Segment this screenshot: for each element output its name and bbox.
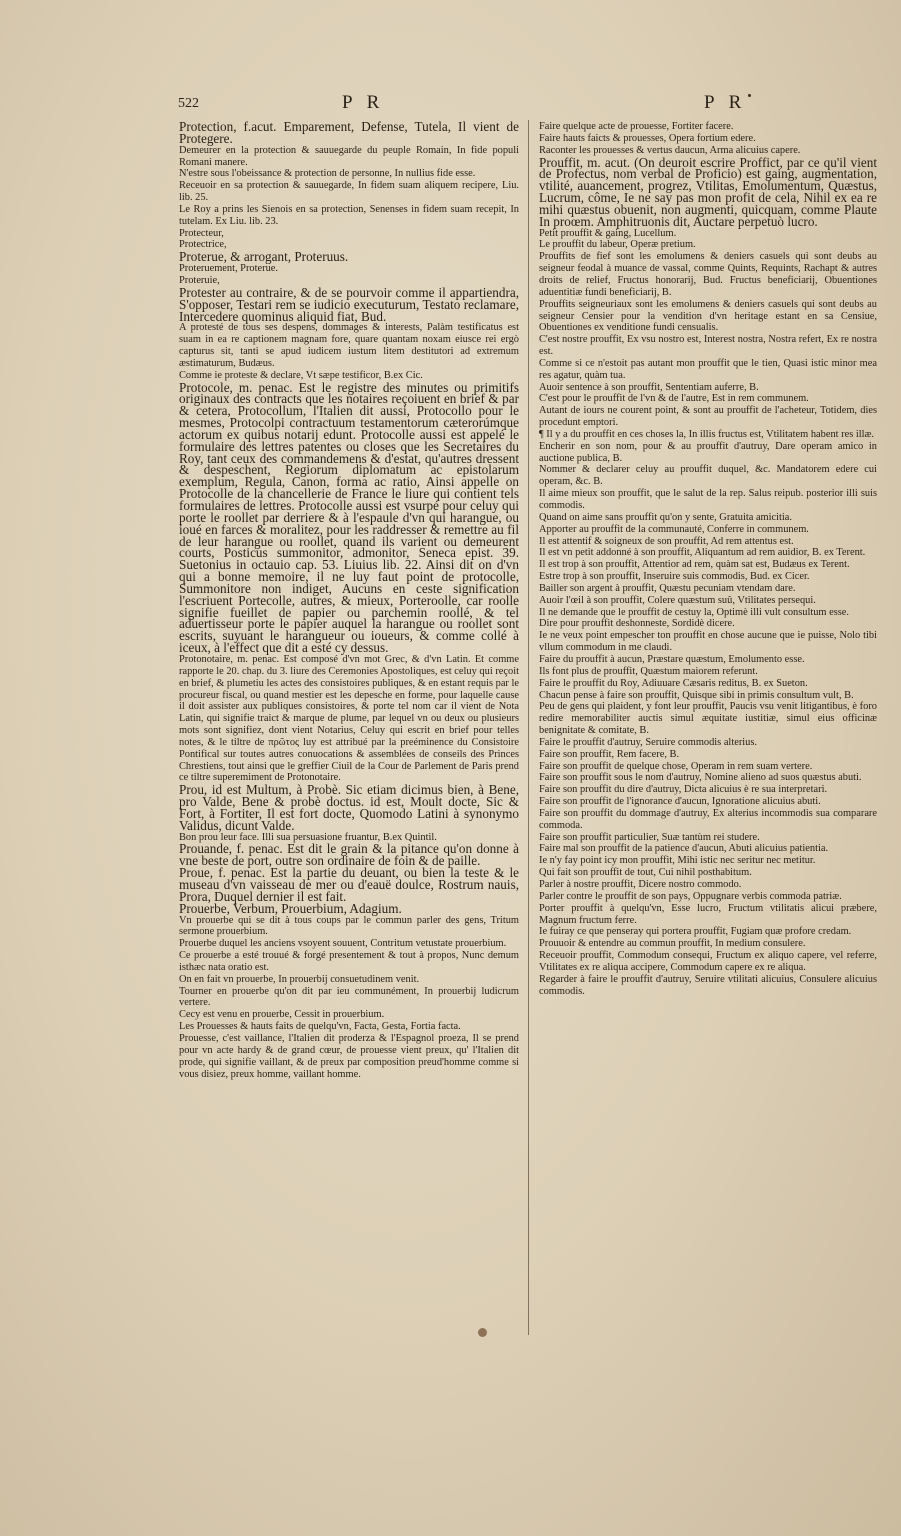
dictionary-entry: Il est trop à son prouffit, Attentior ad rem, quàm sat est, Budæus ex Terent.: [539, 559, 850, 571]
dictionary-entry: Vn prouerbe qui se dit à tous coups par le commun parler des gens, Tritum sermone prouerbium.: [179, 914, 519, 938]
dictionary-entry: Protection, f.acut. Emparement, Defense, Tutela, Il vient de Protegere.: [179, 119, 519, 146]
dictionary-entry: Faire son prouffit sous le nom d'autruy, Nomine alieno ad suos quæstus abuti.: [539, 772, 862, 784]
dictionary-entry: Prouande, f. penac. Est dit le grain & la pitance qu'on donne à vne beste de port, outre son ordinaire de foin & de paille.: [179, 841, 519, 869]
dictionary-entry: Il est attentif & soigneux de son prouffit, Ad rem attentus est.: [539, 535, 794, 547]
dictionary-entry: Parler contre le prouffit de son pays, Oppugnare verbis commoda patriæ.: [539, 890, 842, 902]
dictionary-entry: Demeurer en la protection & sauuegarde du peuple Romain, In fide populi Romani manere.: [179, 144, 519, 168]
dictionary-entry: Prouesse, c'est vaillance, l'Italien dit proderza & l'Espagnol proeza, Il se prend pour vn acte hardy & de grand cœur, de prouesse vient preux, qu' l'Italien dit prode, qui signifie vaillant, & de preux par composition preud'homme comme si vous disiez, preux homme, vaillant homme.: [179, 1032, 519, 1080]
left-column: [179, 121, 519, 1080]
dictionary-entry: Dire pour prouffit deshonneste, Sordidè dicere.: [539, 618, 735, 630]
dictionary-entry: Faire mal son prouffit de la patience d'aucun, Abuti alicuius patientia.: [539, 843, 829, 855]
ink-stain: [478, 1328, 487, 1337]
dictionary-entry: Protecteur,: [179, 227, 224, 239]
dictionary-entry: Prouffit, m. acut. (On deuroit escrire Proffict, par ce qu'il vient de Profectus, nom verbal de Proficio) est gaing, augmentation, vtilité, auancement, progrez, Vtilitas, Emolumentum, Quæstus, Lucrum, côme, Ie ne say pas mon profit de cela, Nihil ex ea re mihi quæstus obuenit, non augmenti, quicquam, comme Plaute In proœm. Amphitruonis dit, Auctare perpetuò lucro.: [539, 154, 877, 229]
dictionary-entry: Faire le prouffit d'autruy, Seruire commodis alterius.: [539, 736, 757, 748]
dictionary-entry: Il ne demande que le prouffit de cestuy la, Optimè illi vult consultum esse.: [539, 606, 850, 618]
dictionary-entry: Proue, f. penac. Est la partie du deuant, ou bien la teste & le museau d'vn vaisseau de mer ou d'eauë doulce, Rostrum nauis, Prora, Duquel dernier il est fait.: [179, 865, 519, 904]
dictionary-entry: Tourner en prouerbe qu'on dit par ieu communément, In prouerbij ludicrum vertere.: [179, 985, 519, 1009]
dictionary-entry: Prouuoir & entendre au commun prouffit, In medium consulere.: [539, 938, 806, 950]
dictionary-entry: Qui fait son prouffit de tout, Cui nihil posthabitum.: [539, 867, 752, 879]
dictionary-entry: Proteruement, Proterue.: [179, 263, 278, 275]
dictionary-entry: Ce prouerbe a esté trouué & forgé presentement & tout à propos, Nunc demum isthæc nata oratio est.: [179, 950, 519, 973]
dictionary-entry: C'est nostre prouffit, Ex vsu nostro est, Interest nostra, Nostra refert, Ex re nostra est.: [539, 334, 877, 358]
dictionary-entry: C'est pour le prouffit de l'vn & de l'autre, Est in rem communem.: [539, 393, 809, 405]
dictionary-entry: Le prouffit du labeur, Operæ pretium.: [539, 239, 696, 251]
dictionary-entry: Proteruie,: [179, 274, 220, 286]
dictionary-entry: Chacun pense à faire son prouffit, Quisque sibi in primis consultum vult, B.: [539, 689, 854, 701]
dictionary-entry: Faire le prouffit du Roy, Adiuuare Cæsaris reditus, B. ex Sueton.: [539, 677, 808, 689]
dictionary-entry: Auoir sentence à son prouffit, Sententiam auferre, B.: [539, 381, 759, 393]
dictionary-entry: Protocole, m. penac. Est le registre des minutes ou primitifs originaux des contracts que les notaires reçoiuent en brief & par & cetera, Protocollum, l'Italien dit aussi, Protocollo pour le mesmes, Protocolpi contractuum testamentorum cæterorúmque actorum ex quibus notarij edunt. Protocolle aussi est appelé le formulaire des lettres patentes ou closes que les Secretaires du Roy, tant ceux des commandemens & d'estat, qu'autres dressent & despeschent, Regiorum diplomatum ac epistolarum exemplum, Regula, Canon, forma ac ratio, Ainsi appelle on Protocolle de la chancellerie de France le liure qui contient tels formulaires de lettres. Protocolle aussi est vsurpé pour celuy qui porte le roollet par derriere & à l'espaule d'vn qui harangue, ou ioué en farces & moralitez, pour les raddresser & remettre au fil de leur harangue ou roollet, quand ils varient ou demeurent courts, Posticus summonitor, admonitor, Seneca epist. 39. Suetonius in octauio cap. 53. Liuius lib. 22. Ainsi dit on d'vn qui a bonne memoire, il ne luy faut point de protocolle, Summonitore non indiget, Aucuns en ceste signification l'escriuent Portecolle, autres, & mieux, Porteroolle, car roolle signifie fueillet de papier ou parchemin roollé, & tel aduertisseur porte le papier auquel la harangue ou roollet sont escrits, suyuant le harangueur ou ioueurs, & comme collé à iceux, à l'effect que dit a esté cy dessus.: [179, 379, 519, 656]
dictionary-entry: Peu de gens qui plaident, y font leur prouffit, Paucis vsu venit litigantibus, è foro redire memorabiliter auctis simul æquitate iustitiæ, simul eius officinæ benignitate & comitate, B.: [539, 701, 877, 737]
right-column: [539, 121, 877, 997]
dictionary-entry: Faire son prouffit, Rem facere, B.: [539, 748, 680, 760]
dictionary-entry: Bailler son argent à prouffit, Quæstu pecuniam vtendam dare.: [539, 582, 796, 594]
dictionary-entry: Ils font plus de prouffit, Quæstum maiorem referunt.: [539, 665, 758, 677]
dictionary-entry: Les Prouesses & hauts faits de quelqu'vn, Facta, Gesta, Fortia facta.: [179, 1021, 461, 1033]
dictionary-entry: Petit prouffit & gaing, Lucellum.: [539, 227, 677, 239]
dictionary-entry: Prou, id est Multum, à Probè. Sic etiam dicimus bien, à Bene, pro Valde, Bene & probè doctus. id est, Moult docte, Sic & Fort, à Fortiter, Il est fort docte, Quomodo Latini à synonymo Validus, dicunt Valde.: [179, 782, 519, 833]
dictionary-entry: Proterue, & arrogant, Proteruus.: [179, 249, 349, 265]
dictionary-entry: Comme si ce n'estoit pas autant mon prouffit que le tien, Quasi istic minor mea res agatur, quàm tua.: [539, 357, 877, 381]
dictionary-entry: Faire du prouffit à aucun, Præstare quæstum, Emolumento esse.: [539, 653, 805, 665]
dictionary-entry: Faire son prouffit de quelque chose, Operam in rem suam vertere.: [539, 760, 813, 772]
dictionary-entry: On en fait vn prouerbe, In prouerbij consuetudinem venit.: [179, 973, 420, 985]
dictionary-entry: Le Roy a prins les Sienois en sa protection, Senenses in fidem suam recepit, In tutelam. Ex Liu. lib. 23.: [179, 203, 519, 227]
dictionary-entry: Protonotaire, m. penac. Est composé d'vn mot Grec, & d'vn Latin. Et comme rapporte le 20. chap. du 3. liure des Ceremonies Apostoliques, est celuy qui reçoit en brief, & plumetiu les actes des consistoires publiques, & en estant requis par le procureur fiscal, ou quand mestier est les depesche en forme, pour laquelle cause il doit assister aux publiques consistoires, & porte tel nom car il vient de Nota Latin, qui signifie traict & marque de plume, par lequel vn ou deux ou plusieurs mots sont signifiez, dont vient Notarius, Celuy qui escrit en brief pour telles notes, & le tiltre de πρῶτος luy est attribué par la preéminence du Consistoire Pontifical sur toutes autres conuocations & assemblées de conseils des Princes Chrestiens, tout ainsi que le greffier Ciuil de la Cour de Parlement de Paris prend ce tiltre superemiment de Protonotaire.: [179, 653, 519, 784]
dictionary-entry: Encherir en son nom, pour & au prouffit d'autruy, Dare operam amico in auctione publica, B.: [539, 440, 877, 464]
dictionary-entry: Autant de iours ne courent point, & sont au prouffit de l'acheteur, Totidem, dies procedunt emptori.: [539, 405, 877, 429]
dictionary-entry: Apporter au prouffit de la communauté, Conferre in communem.: [539, 523, 809, 535]
dictionary-entry: Protester au contraire, & de se pourvoir comme il appartiendra, S'opposer, Testari rem se iudicio executurum, Testato reclamare, Intercedere quominus aliquid fiat, Bud.: [179, 284, 519, 324]
dictionary-entry: Nommer & declarer celuy au prouffit duquel, &c. Mandatorem edere cui operam, &c. B.: [539, 464, 877, 488]
dictionary-entry: Prouerbe, Verbum, Prouerbium, Adagium.: [179, 900, 402, 916]
dictionary-entry: Bon prou leur face. Illi sua persuasione fruantur, B.ex Quintil.: [179, 831, 437, 843]
dictionary-entry: Ie n'y fay point icy mon prouffit, Mihi istic nec seritur nec metitur.: [539, 855, 816, 867]
dictionary-entry: Faire hauts faicts & prouesses, Opera fortium edere.: [539, 132, 756, 144]
dictionary-entry: Regarder à faire le prouffit d'autruy, Seruire vtilitati alicuius, Consulere alicuius commodis.: [539, 973, 877, 997]
dictionary-entry: Ie fuiray ce que penseray qui portera prouffit, Fugiam quæ profore credam.: [539, 926, 852, 938]
dictionary-entry: Auoir l'œil à son prouffit, Colere quæstum suû, Vtilitates persequi.: [539, 594, 816, 606]
dictionary-entry: Parler à nostre prouffit, Dicere nostro commodo.: [539, 879, 742, 890]
page-header: [178, 92, 878, 118]
dictionary-entry: Il est vn petit addonné à son prouffit, Aliquantum ad rem auidior, B. ex Terent.: [539, 547, 866, 559]
dictionary-entry: N'estre sous l'obeissance & protection de personne, In nullius fide esse.: [179, 168, 476, 180]
dictionary-entry: Prouerbe duquel les anciens vsoyent souuent, Contritum vetustate prouerbium.: [179, 938, 507, 950]
dictionary-entry: ¶ Il y a du prouffit en ces choses la, In illis fructus est, Vtilitatem habent res illæ.: [539, 428, 875, 440]
dictionary-entry: Raconter les prouesses & vertus daucun, Arma alicuius capere.: [539, 144, 801, 156]
dictionary-entry: Protectrice,: [179, 239, 227, 251]
dictionary-entry: Prouffits seigneuriaux sont les emolumens & deniers casuels qui sont deubs au seigneur Censier pour la vendition d'vn heritage estant en sa Censiue, Obuentiones ex venditione fundi censualis.: [539, 298, 877, 334]
dictionary-entry: Porter prouffit à quelqu'vn, Esse lucro, Fructum vtilitatis alicui præbere, Magnum fructum ferre.: [539, 902, 877, 926]
dictionary-entry: Ie ne veux point empescher ton prouffit en chose aucune que ie puisse, Nolo tibi vllum commodum in me claudi.: [539, 630, 877, 654]
dictionary-entry: Receuoir en sa protection & sauuegarde, In fidem suam aliquem recipere, Liu. lib. 25.: [179, 180, 519, 204]
dictionary-entry: Receuoir prouffit, Commodum consequi, Fructum ex aliquo capere, vel referre, Vtilitates ex re aliqua accipere, Commodum capere ex re aliqua.: [539, 950, 877, 973]
dictionary-entry: Faire son prouffit particulier, Suæ tantùm rei studere.: [539, 831, 760, 843]
dictionary-entry: A protesté de tous ses despens, dommages & interests, Palàm testificatus est suam in ea re captionem magnam fore, quare quantam noxam eiusce rei ergò capturus sit, tanti se apud iudicem iustum litem destitutori ad extremum æstimaturum, Budæus.: [179, 322, 519, 369]
ink-speck: [748, 94, 751, 97]
dictionary-entry: Faire son prouffit du dire d'autruy, Dicta alicuius è re sua interpretari.: [539, 784, 828, 796]
dictionary-entry: Faire quelque acte de prouesse, Fortiter facere.: [539, 121, 734, 132]
page-number: 522: [178, 96, 199, 111]
dictionary-entry: Cecy est venu en prouerbe, Cessit in prouerbium.: [179, 1009, 385, 1021]
dictionary-entry: Quand on aime sans prouffit qu'on y sente, Gratuita amicitia.: [539, 511, 793, 523]
running-head-left: P R: [342, 92, 385, 113]
dictionary-entry: Il aime mieux son prouffit, que le salut de la rep. Salus reipub. posterior illi suis commodis.: [539, 488, 877, 511]
column-divider: [528, 120, 529, 1335]
dictionary-entry: Estre trop à son prouffit, Inseruire suis commodis, Bud. ex Cicer.: [539, 571, 810, 583]
dictionary-entry: Comme ie proteste & declare, Vt sæpe testificor, B.ex Cic.: [179, 369, 423, 381]
running-head-right: P R: [704, 92, 747, 113]
dictionary-entry: Faire son prouffit de l'ignorance d'aucun, Ignoratione alicuius abuti.: [539, 796, 821, 808]
dictionary-entry: Prouffits de fief sont les emolumens & deniers casuels qui sont deubs au seigneur feodal à muance de vassal, comme Quints, Requints, Rachapt & autres droits de relief, Fructus honorarij, Bud. Fructus beneficiarij, Obuentiones aduentitiæ fundi beneficiarij, B.: [539, 251, 877, 298]
dictionary-entry: Faire son prouffit du dommage d'autruy, Ex alterius incommodis sua comparare commoda.: [539, 807, 877, 831]
